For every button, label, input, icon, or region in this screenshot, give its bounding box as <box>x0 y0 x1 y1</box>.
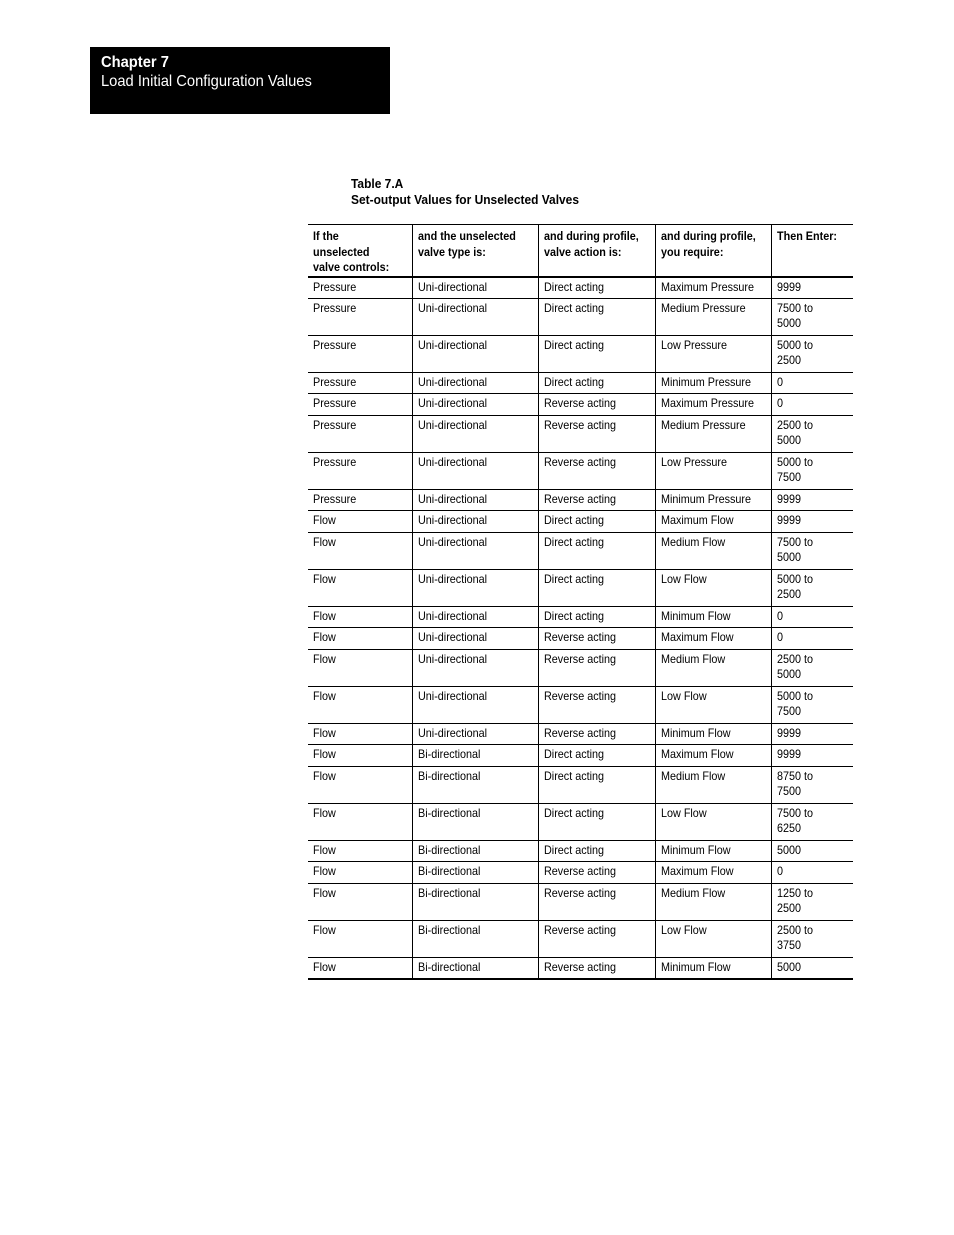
table-row <box>308 415 853 452</box>
cell-valve-action <box>538 686 655 723</box>
cell-valve-action <box>538 372 655 394</box>
cell-text: Medium Pressure <box>660 417 746 432</box>
cell-requirement <box>655 394 771 416</box>
cell-text: Reverse acting <box>543 651 616 666</box>
cell-then-enter <box>771 452 853 489</box>
cell-text: Minimum Flow <box>660 842 731 857</box>
header-label: and during profile, you require: <box>660 229 756 259</box>
cell-requirement <box>655 628 771 650</box>
cell-text: Uni-directional <box>417 630 487 644</box>
cell-valve-type <box>412 606 538 628</box>
cell-text: Pressure <box>313 300 357 315</box>
cell-requirement <box>655 840 771 862</box>
cell-text: Flow <box>313 885 336 900</box>
cell-text: Maximum Flow <box>660 630 734 644</box>
cell-valve-action <box>538 883 655 920</box>
cell-text: Medium Flow <box>660 651 725 666</box>
cell-text: Flow <box>313 768 336 783</box>
cell-valve-action <box>538 920 655 957</box>
cell-text: Uni-directional <box>417 337 487 352</box>
cell-requirement <box>655 606 771 628</box>
cell-text: Flow <box>313 651 336 666</box>
cell-valve-action <box>538 569 655 606</box>
cell-valve-action <box>538 335 655 372</box>
cell-text: Low Flow <box>660 805 707 820</box>
cell-text: Uni-directional <box>417 513 487 527</box>
cell-text: Flow <box>313 747 336 761</box>
table-caption <box>351 176 579 208</box>
table-row <box>308 606 853 628</box>
cell-valve-controls <box>308 723 412 745</box>
cell-then-enter <box>771 335 853 372</box>
table-row <box>308 957 853 979</box>
cell-text: Flow <box>313 864 336 878</box>
table-row <box>308 920 853 957</box>
cell-requirement <box>655 277 771 299</box>
cell-valve-type <box>412 277 538 299</box>
cell-valve-type <box>412 335 538 372</box>
cell-valve-controls <box>308 394 412 416</box>
cell-text: Flow <box>313 571 336 586</box>
cell-text: Uni-directional <box>417 651 487 666</box>
cell-valve-controls <box>308 569 412 606</box>
cell-valve-action <box>538 745 655 767</box>
cell-valve-controls <box>308 606 412 628</box>
cell-then-enter <box>771 372 853 394</box>
cell-requirement <box>655 766 771 803</box>
cell-valve-action <box>538 840 655 862</box>
cell-valve-type <box>412 957 538 979</box>
cell-text: Low Flow <box>660 571 707 586</box>
cell-text: Low Pressure <box>660 337 727 352</box>
cell-valve-action <box>538 803 655 840</box>
table-row <box>308 862 853 884</box>
cell-then-enter <box>771 686 853 723</box>
cell-text: Flow <box>313 842 336 857</box>
header-row <box>308 225 853 277</box>
cell-valve-type <box>412 686 538 723</box>
cell-text: 0 <box>776 630 783 644</box>
cell-valve-controls <box>308 686 412 723</box>
cell-text: Minimum Flow <box>660 959 731 974</box>
cell-text: Pressure <box>313 374 357 389</box>
cell-text: Maximum Flow <box>660 513 734 527</box>
table-row <box>308 452 853 489</box>
cell-text: Flow <box>313 630 336 644</box>
cell-requirement <box>655 883 771 920</box>
table-title: Set-output Values for Unselected Valves <box>351 192 579 207</box>
cell-valve-controls <box>308 415 412 452</box>
cell-valve-controls <box>308 883 412 920</box>
cell-requirement <box>655 452 771 489</box>
cell-valve-controls <box>308 862 412 884</box>
table-body <box>308 277 853 979</box>
cell-valve-action <box>538 511 655 533</box>
cell-then-enter <box>771 606 853 628</box>
cell-text: 2500 to 5000 <box>776 417 813 447</box>
table-row <box>308 489 853 511</box>
cell-valve-action <box>538 766 655 803</box>
cell-text: Maximum Flow <box>660 747 734 761</box>
cell-text: Reverse acting <box>543 922 616 937</box>
cell-then-enter <box>771 723 853 745</box>
chapter-header <box>90 47 390 114</box>
cell-text: Pressure <box>313 337 357 352</box>
cell-requirement <box>655 335 771 372</box>
chapter-title: Load Initial Configuration Values <box>101 73 312 90</box>
cell-valve-controls <box>308 511 412 533</box>
cell-text: Reverse acting <box>543 959 616 974</box>
cell-valve-action <box>538 649 655 686</box>
header-then-enter <box>771 225 853 277</box>
table-row <box>308 628 853 650</box>
header-valve-type <box>412 225 538 277</box>
cell-text: Direct acting <box>543 513 604 527</box>
table-row <box>308 745 853 767</box>
table-row <box>308 883 853 920</box>
cell-text: 0 <box>776 608 783 623</box>
cell-valve-controls <box>308 840 412 862</box>
cell-valve-controls <box>308 766 412 803</box>
table-row <box>308 511 853 533</box>
cell-then-enter <box>771 628 853 650</box>
cell-text: Low Flow <box>660 688 707 703</box>
cell-valve-controls <box>308 298 412 335</box>
table-header <box>308 225 853 277</box>
cell-requirement <box>655 862 771 884</box>
header-valve-action <box>538 225 655 277</box>
cell-text: 0 <box>776 374 783 389</box>
cell-then-enter <box>771 569 853 606</box>
cell-text: Reverse acting <box>543 454 616 469</box>
cell-then-enter <box>771 803 853 840</box>
cell-then-enter <box>771 920 853 957</box>
cell-requirement <box>655 957 771 979</box>
cell-then-enter <box>771 277 853 299</box>
cell-valve-action <box>538 452 655 489</box>
cell-valve-action <box>538 394 655 416</box>
cell-text: Flow <box>313 922 336 937</box>
cell-valve-action <box>538 532 655 569</box>
cell-text: Pressure <box>313 417 357 432</box>
header-requirement <box>655 225 771 277</box>
cell-text: 2500 to 3750 <box>776 922 813 952</box>
table-row <box>308 372 853 394</box>
cell-valve-controls <box>308 920 412 957</box>
cell-text: Uni-directional <box>417 608 487 623</box>
header-label: and the unselected valve type is: <box>417 229 516 259</box>
cell-text: Uni-directional <box>417 300 487 315</box>
cell-text: Uni-directional <box>417 571 487 586</box>
cell-valve-type <box>412 569 538 606</box>
header-valve-controls <box>308 225 412 277</box>
cell-text: Flow <box>313 725 336 740</box>
cell-text: Bi-directional <box>417 922 480 937</box>
cell-then-enter <box>771 511 853 533</box>
cell-text: Minimum Flow <box>660 608 731 623</box>
cell-requirement <box>655 686 771 723</box>
cell-text: Medium Pressure <box>660 300 746 315</box>
cell-requirement <box>655 415 771 452</box>
cell-text: Direct acting <box>543 571 604 586</box>
cell-requirement <box>655 511 771 533</box>
cell-valve-action <box>538 606 655 628</box>
cell-text: Reverse acting <box>543 491 616 506</box>
table-row <box>308 649 853 686</box>
cell-then-enter <box>771 394 853 416</box>
cell-then-enter <box>771 532 853 569</box>
cell-text: 0 <box>776 864 783 878</box>
cell-text: Direct acting <box>543 747 604 761</box>
cell-text: Direct acting <box>543 534 604 549</box>
cell-valve-controls <box>308 628 412 650</box>
cell-text: Direct acting <box>543 374 604 389</box>
cell-text: Uni-directional <box>417 417 487 432</box>
cell-then-enter <box>771 766 853 803</box>
cell-text: Bi-directional <box>417 805 480 820</box>
cell-requirement <box>655 649 771 686</box>
table-row <box>308 532 853 569</box>
cell-text: 5000 to 7500 <box>776 688 813 718</box>
header-label: Then Enter: <box>776 229 837 243</box>
cell-text: Direct acting <box>543 608 604 623</box>
cell-valve-type <box>412 298 538 335</box>
table-row <box>308 277 853 299</box>
cell-text: Direct acting <box>543 279 604 294</box>
cell-requirement <box>655 723 771 745</box>
cell-text: Reverse acting <box>543 688 616 703</box>
cell-text: 5000 <box>776 959 801 974</box>
cell-text: 9999 <box>776 747 801 761</box>
cell-text: Flow <box>313 608 336 623</box>
cell-valve-action <box>538 489 655 511</box>
cell-text: Direct acting <box>543 300 604 315</box>
cell-text: 1250 to 2500 <box>776 885 813 915</box>
cell-text: Reverse acting <box>543 864 616 878</box>
cell-valve-type <box>412 723 538 745</box>
cell-then-enter <box>771 957 853 979</box>
cell-valve-action <box>538 723 655 745</box>
cell-text: Pressure <box>313 396 357 410</box>
cell-text: Medium Flow <box>660 534 725 549</box>
cell-valve-action <box>538 298 655 335</box>
table-row <box>308 569 853 606</box>
cell-requirement <box>655 532 771 569</box>
cell-text: Bi-directional <box>417 864 480 878</box>
cell-text: Uni-directional <box>417 454 487 469</box>
header-label: If the unselected valve controls: <box>313 229 390 274</box>
cell-text: Uni-directional <box>417 396 487 410</box>
cell-text: Medium Flow <box>660 768 725 783</box>
cell-text: Uni-directional <box>417 534 487 549</box>
cell-then-enter <box>771 489 853 511</box>
cell-text: Pressure <box>313 279 357 294</box>
cell-text: 9999 <box>776 513 801 527</box>
cell-valve-type <box>412 920 538 957</box>
cell-text: Flow <box>313 959 336 974</box>
cell-valve-type <box>412 883 538 920</box>
cell-valve-type <box>412 745 538 767</box>
cell-text: 5000 to 2500 <box>776 337 813 367</box>
cell-requirement <box>655 569 771 606</box>
cell-text: Minimum Pressure <box>660 374 751 389</box>
table-row <box>308 723 853 745</box>
cell-then-enter <box>771 862 853 884</box>
cell-valve-controls <box>308 532 412 569</box>
cell-text: Bi-directional <box>417 842 480 857</box>
cell-valve-controls <box>308 335 412 372</box>
chapter-label: Chapter 7 <box>101 54 169 71</box>
cell-text: Minimum Pressure <box>660 491 751 506</box>
cell-text: Uni-directional <box>417 725 487 740</box>
cell-text: Maximum Flow <box>660 864 734 878</box>
cell-text: Reverse acting <box>543 417 616 432</box>
header-label: and during profile, valve action is: <box>543 229 639 259</box>
cell-valve-controls <box>308 649 412 686</box>
cell-text: Reverse acting <box>543 725 616 740</box>
cell-valve-type <box>412 803 538 840</box>
cell-then-enter <box>771 745 853 767</box>
cell-text: Pressure <box>313 454 357 469</box>
cell-text: 5000 <box>776 842 801 857</box>
cell-text: Flow <box>313 805 336 820</box>
cell-valve-action <box>538 277 655 299</box>
cell-text: 9999 <box>776 279 801 294</box>
cell-text: Bi-directional <box>417 768 480 783</box>
cell-text: Reverse acting <box>543 396 616 410</box>
cell-then-enter <box>771 840 853 862</box>
cell-text: Maximum Pressure <box>660 279 754 294</box>
cell-valve-action <box>538 862 655 884</box>
cell-valve-type <box>412 840 538 862</box>
table-row <box>308 298 853 335</box>
cell-requirement <box>655 745 771 767</box>
cell-text: Bi-directional <box>417 959 480 974</box>
cell-text: Bi-directional <box>417 885 480 900</box>
cell-text: Flow <box>313 688 336 703</box>
cell-text: Bi-directional <box>417 747 480 761</box>
cell-text: Direct acting <box>543 768 604 783</box>
cell-valve-type <box>412 649 538 686</box>
cell-then-enter <box>771 298 853 335</box>
cell-then-enter <box>771 415 853 452</box>
cell-requirement <box>655 489 771 511</box>
cell-text: Low Flow <box>660 922 707 937</box>
cell-text: Uni-directional <box>417 491 487 506</box>
cell-valve-controls <box>308 803 412 840</box>
table-row <box>308 686 853 723</box>
cell-valve-controls <box>308 452 412 489</box>
cell-valve-action <box>538 957 655 979</box>
table-row <box>308 766 853 803</box>
table-row <box>308 335 853 372</box>
cell-text: 9999 <box>776 491 801 506</box>
cell-text: 5000 to 2500 <box>776 571 813 601</box>
cell-valve-action <box>538 415 655 452</box>
cell-valve-type <box>412 766 538 803</box>
cell-valve-controls <box>308 745 412 767</box>
cell-text: Minimum Flow <box>660 725 731 740</box>
cell-valve-type <box>412 489 538 511</box>
cell-text: Reverse acting <box>543 885 616 900</box>
cell-requirement <box>655 803 771 840</box>
cell-text: Uni-directional <box>417 279 487 294</box>
cell-requirement <box>655 372 771 394</box>
table-number: Table 7.A <box>351 176 404 191</box>
cell-valve-type <box>412 511 538 533</box>
cell-text: Direct acting <box>543 337 604 352</box>
cell-text: Medium Flow <box>660 885 725 900</box>
cell-valve-type <box>412 452 538 489</box>
cell-text: 0 <box>776 396 783 410</box>
cell-text: Uni-directional <box>417 374 487 389</box>
cell-text: 7500 to 5000 <box>776 534 813 564</box>
cell-valve-type <box>412 532 538 569</box>
cell-text: 2500 to 5000 <box>776 651 813 681</box>
cell-requirement <box>655 920 771 957</box>
cell-text: 7500 to 6250 <box>776 805 813 835</box>
cell-valve-type <box>412 628 538 650</box>
cell-text: 7500 to 5000 <box>776 300 813 330</box>
cell-text: Pressure <box>313 491 357 506</box>
table-row <box>308 803 853 840</box>
cell-requirement <box>655 298 771 335</box>
cell-valve-controls <box>308 489 412 511</box>
set-output-values-table <box>308 224 853 980</box>
cell-text: Direct acting <box>543 842 604 857</box>
cell-valve-action <box>538 628 655 650</box>
cell-text: Reverse acting <box>543 630 616 644</box>
cell-valve-controls <box>308 277 412 299</box>
cell-text: Direct acting <box>543 805 604 820</box>
cell-text: Low Pressure <box>660 454 727 469</box>
cell-valve-type <box>412 394 538 416</box>
table-row <box>308 394 853 416</box>
cell-valve-type <box>412 415 538 452</box>
cell-valve-controls <box>308 372 412 394</box>
cell-text: 9999 <box>776 725 801 740</box>
cell-text: Maximum Pressure <box>660 396 754 410</box>
cell-then-enter <box>771 649 853 686</box>
cell-text: 8750 to 7500 <box>776 768 813 798</box>
table-row <box>308 840 853 862</box>
cell-text: 5000 to 7500 <box>776 454 813 484</box>
cell-text: Uni-directional <box>417 688 487 703</box>
cell-valve-controls <box>308 957 412 979</box>
cell-text: Flow <box>313 513 336 527</box>
cell-text: Flow <box>313 534 336 549</box>
cell-then-enter <box>771 883 853 920</box>
cell-valve-type <box>412 862 538 884</box>
cell-valve-type <box>412 372 538 394</box>
